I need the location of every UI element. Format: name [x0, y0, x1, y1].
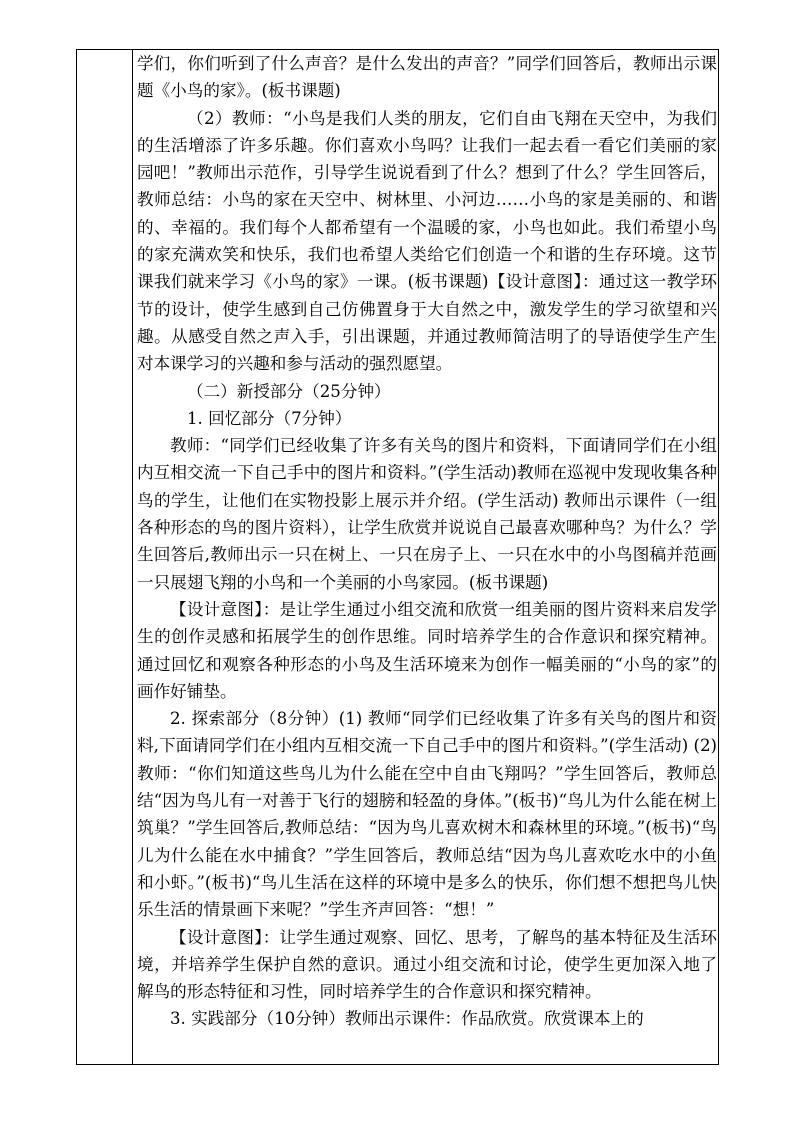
lesson-plan-table: [76, 49, 719, 1065]
lesson-content-cell: [137, 50, 717, 1033]
paragraph-explore: 2. 探索部分（8分钟）(1) 教师“同学们已经收集了许多有关鸟的图片和资料,下面请同学们在小组内互相交流一下自己手中的图片和资料。”(学生活动) (2) 教师：“你们知道这些鸟儿为什么能在空中自由飞翔吗？”学生回答后，教师总结“因为鸟儿有一对善于飞行的翅膀和轻盈的身体。”(板书)“鸟儿为什么能在树上筑巢？”学生回答后,教师总结：“因为鸟儿喜欢树木和森林里的环境。”(板书)“鸟儿为什么能在水中捕食？”学生回答后，教师总结“因为鸟儿喜欢吃水中的小鱼和小虾。”(板书)“鸟儿生活在这样的环境中是多么的快乐，你们想不想把鸟儿快乐生活的情景画下来呢？”学生齐声回答：“想！”: [137, 709, 717, 920]
paragraph-teacher-intro: （2）教师：“小鸟是我们人类的朋友，它们自由飞翔在天空中，为我们的生活增添了许多乐趣。你们喜欢小鸟吗？让我们一起去看一看它们美丽的家园吧！”教师出示范作，引导学生说说看到了什么？想到了什么？学生回答后，教师总结：小鸟的家在天空中、树林里、小河边……小鸟的家是美丽的、和谐的、幸福的。我们每个人都希望有一个温暖的家，小鸟也如此。我们希望小鸟的家充满欢笑和快乐，我们也希望人类给它们创造一个和谐的生存环境。这节课我们就来学习《小鸟的家》一课。(板书课题)【设计意图】：通过这一教学环节的设计，使学生感到自己仿佛置身于大自然之中，激发学生的学习欲望和兴趣。从感受自然之声入手，引出课题，并通过教师简洁明了的导语使学生产生对本课学习的兴趣和参与活动的强烈愿望。: [137, 108, 717, 374]
paragraph-intro-continuation: 学们，你们听到了什么声音？是什么发出的声音？”同学们回答后，教师出示课题《小鸟的家》。(板书课题): [137, 54, 717, 101]
paragraph-design-intent-2: 【设计意图】：让学生通过观察、回忆、思考，了解鸟的基本特征及生活环境，并培养学生保护自然的意识。通过小组交流和讨论，使学生更加深入地了解鸟的形态特征和习性，同时培养学生的合作意识和探究精神。: [137, 927, 717, 1002]
paragraph-design-intent-1: 【设计意图】：是让学生通过小组交流和欣赏一组美丽的图片资料来启发学生的创作灵感和拓展学生的创作思维。同时培养学生的合作意识和探究精神。通过回忆和观察各种形态的小鸟及生活环境来为创作一幅美丽的“小鸟的家”的画作好铺垫。: [137, 599, 717, 701]
paragraph-recall: 教师：“同学们已经收集了许多有关鸟的图片和资料，下面请同学们在小组内互相交流一下自己手中的图片和资料。”(学生活动)教师在巡视中发现收集各种鸟的学生，让他们在实物投影上展示并介绍。(学生活动) 教师出示课件（一组各种形态的鸟的图片资料），让学生欣赏并说说自己最喜欢哪种鸟？为什么？学生回答后,教师出示一只在树上、一只在房子上、一只在水中的小鸟图稿并范画一只展翅飞翔的小鸟和一个美丽的小鸟家园。(板书课题): [137, 436, 717, 592]
subsection-heading-recall: 1. 回忆部分（7分钟）: [187, 408, 352, 428]
paragraph-practice: 3. 实践部分（10分钟）教师出示课件：作品欣赏。欣赏课本上的: [170, 1009, 644, 1029]
column-divider: [132, 50, 133, 1064]
section-heading-new-lesson: （二）新授部分（25分钟）: [187, 381, 391, 401]
